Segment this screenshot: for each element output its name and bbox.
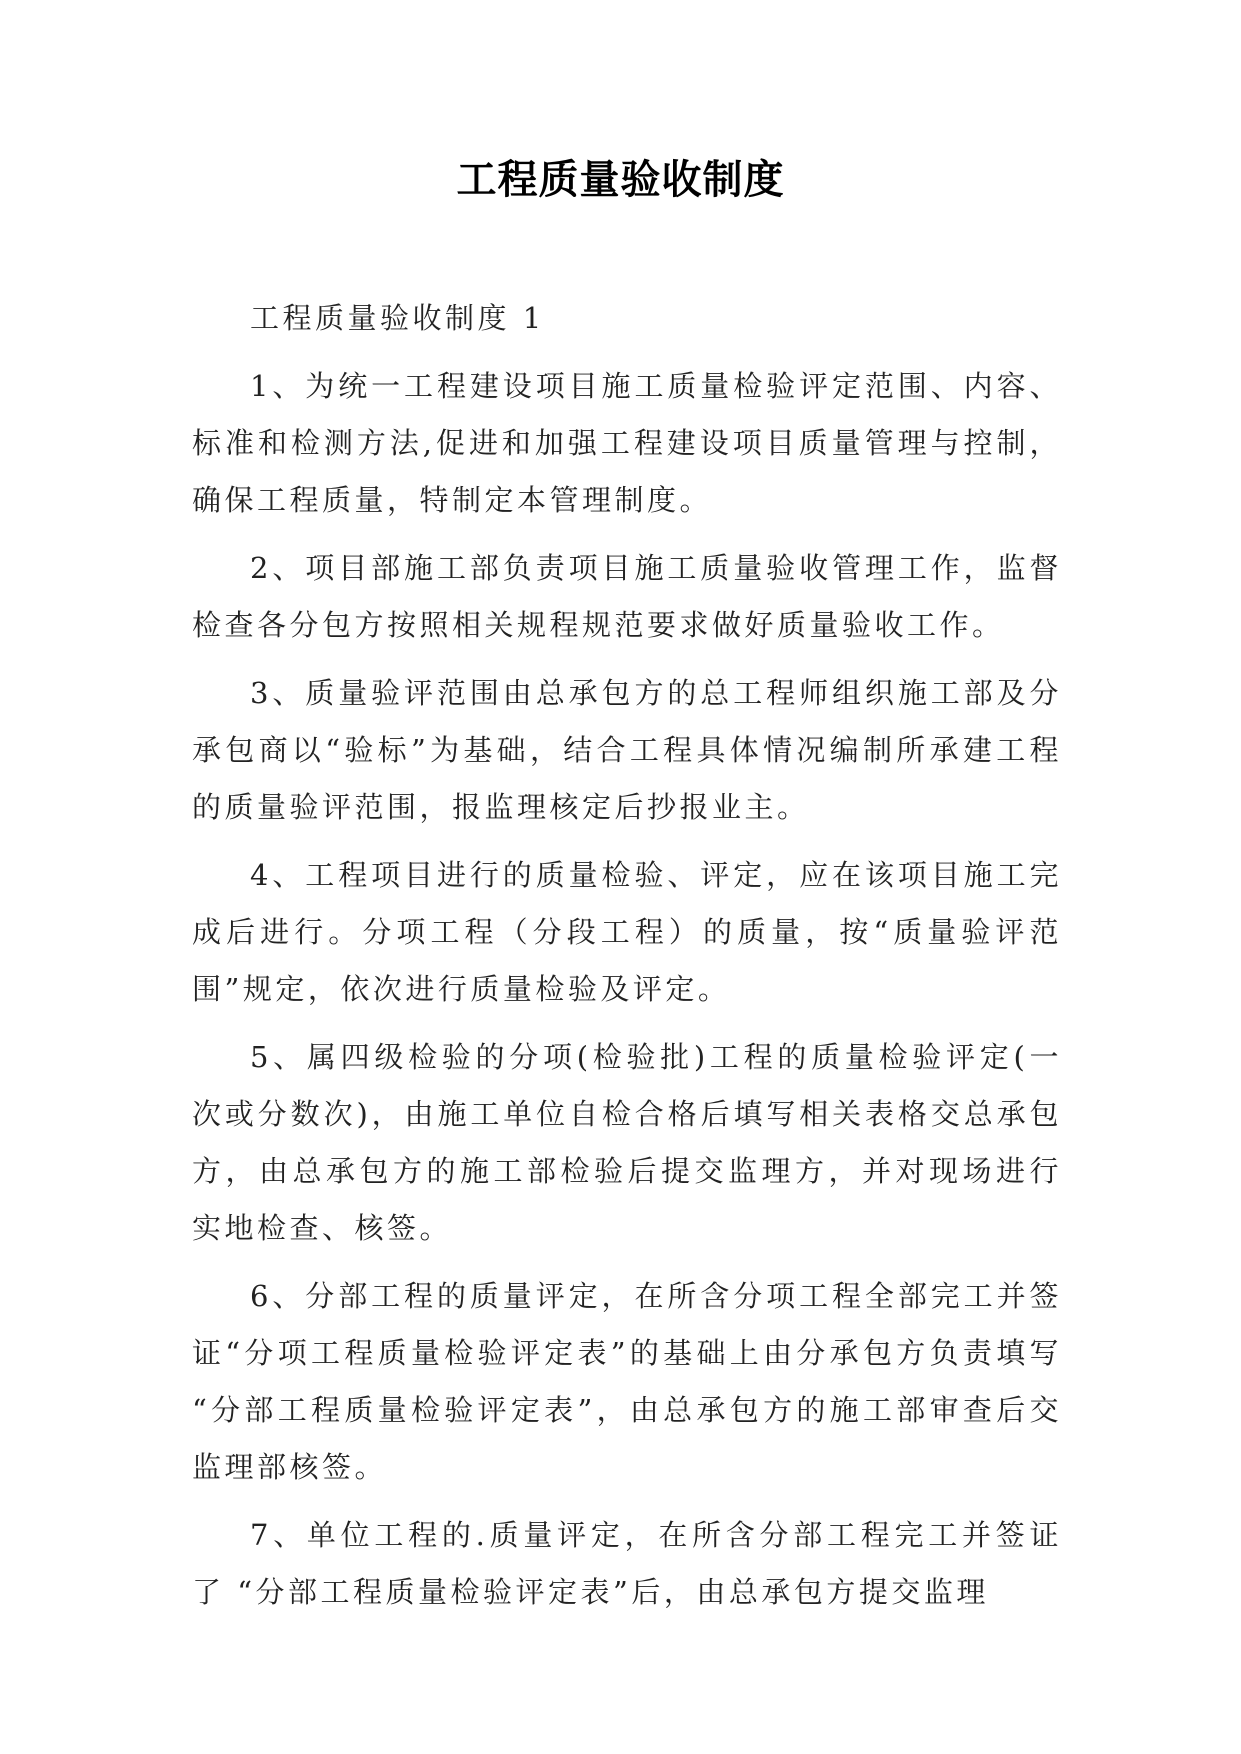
paragraph-5: 5、属四级检验的分项(检验批)工程的质量检验评定(一次或分数次)，由施工单位自检合格后填写相关表格交总承包方，由总承包方的施工部检验后提交监理方，并对现场进行实地检查、核签。 xyxy=(192,1040,1062,1245)
document-body xyxy=(192,290,1062,1632)
paragraph-2: 2、项目部施工部负责项目施工质量验收管理工作，监督检查各分包方按照相关规程规范要求做好质量验收工作。 xyxy=(192,551,1062,642)
section-heading: 工程质量验收制度 1 xyxy=(250,301,545,335)
paragraph-7: 7、单位工程的.质量评定，在所含分部工程完工并签证了 “分部工程质量检验评定表”后，由总承包方提交监理 xyxy=(192,1518,1062,1609)
paragraph-6: 6、分部工程的质量评定，在所含分项工程全部完工并签证“分项工程质量检验评定表”的基础上由分承包方负责填写 “分部工程质量检验评定表”，由总承包方的施工部审查后交监理部核签。 xyxy=(192,1279,1062,1484)
paragraph-1: 1、为统一工程建设项目施工质量检验评定范围、内容、标准和检测方法,促进和加强工程建设项目质量管理与控制，确保工程质量，特制定本管理制度。 xyxy=(192,369,1062,517)
paragraph-3: 3、质量验评范围由总承包方的总工程师组织施工部及分承包商以“验标”为基础，结合工程具体情况编制所承建工程的质量验评范围，报监理核定后抄报业主。 xyxy=(192,676,1062,824)
document-title: 工程质量验收制度 xyxy=(456,157,785,203)
paragraph-4: 4、工程项目进行的质量检验、评定，应在该项目施工完成后进行。分项工程（分段工程）的质量，按“质量验评范围”规定，依次进行质量检验及评定。 xyxy=(192,858,1062,1006)
